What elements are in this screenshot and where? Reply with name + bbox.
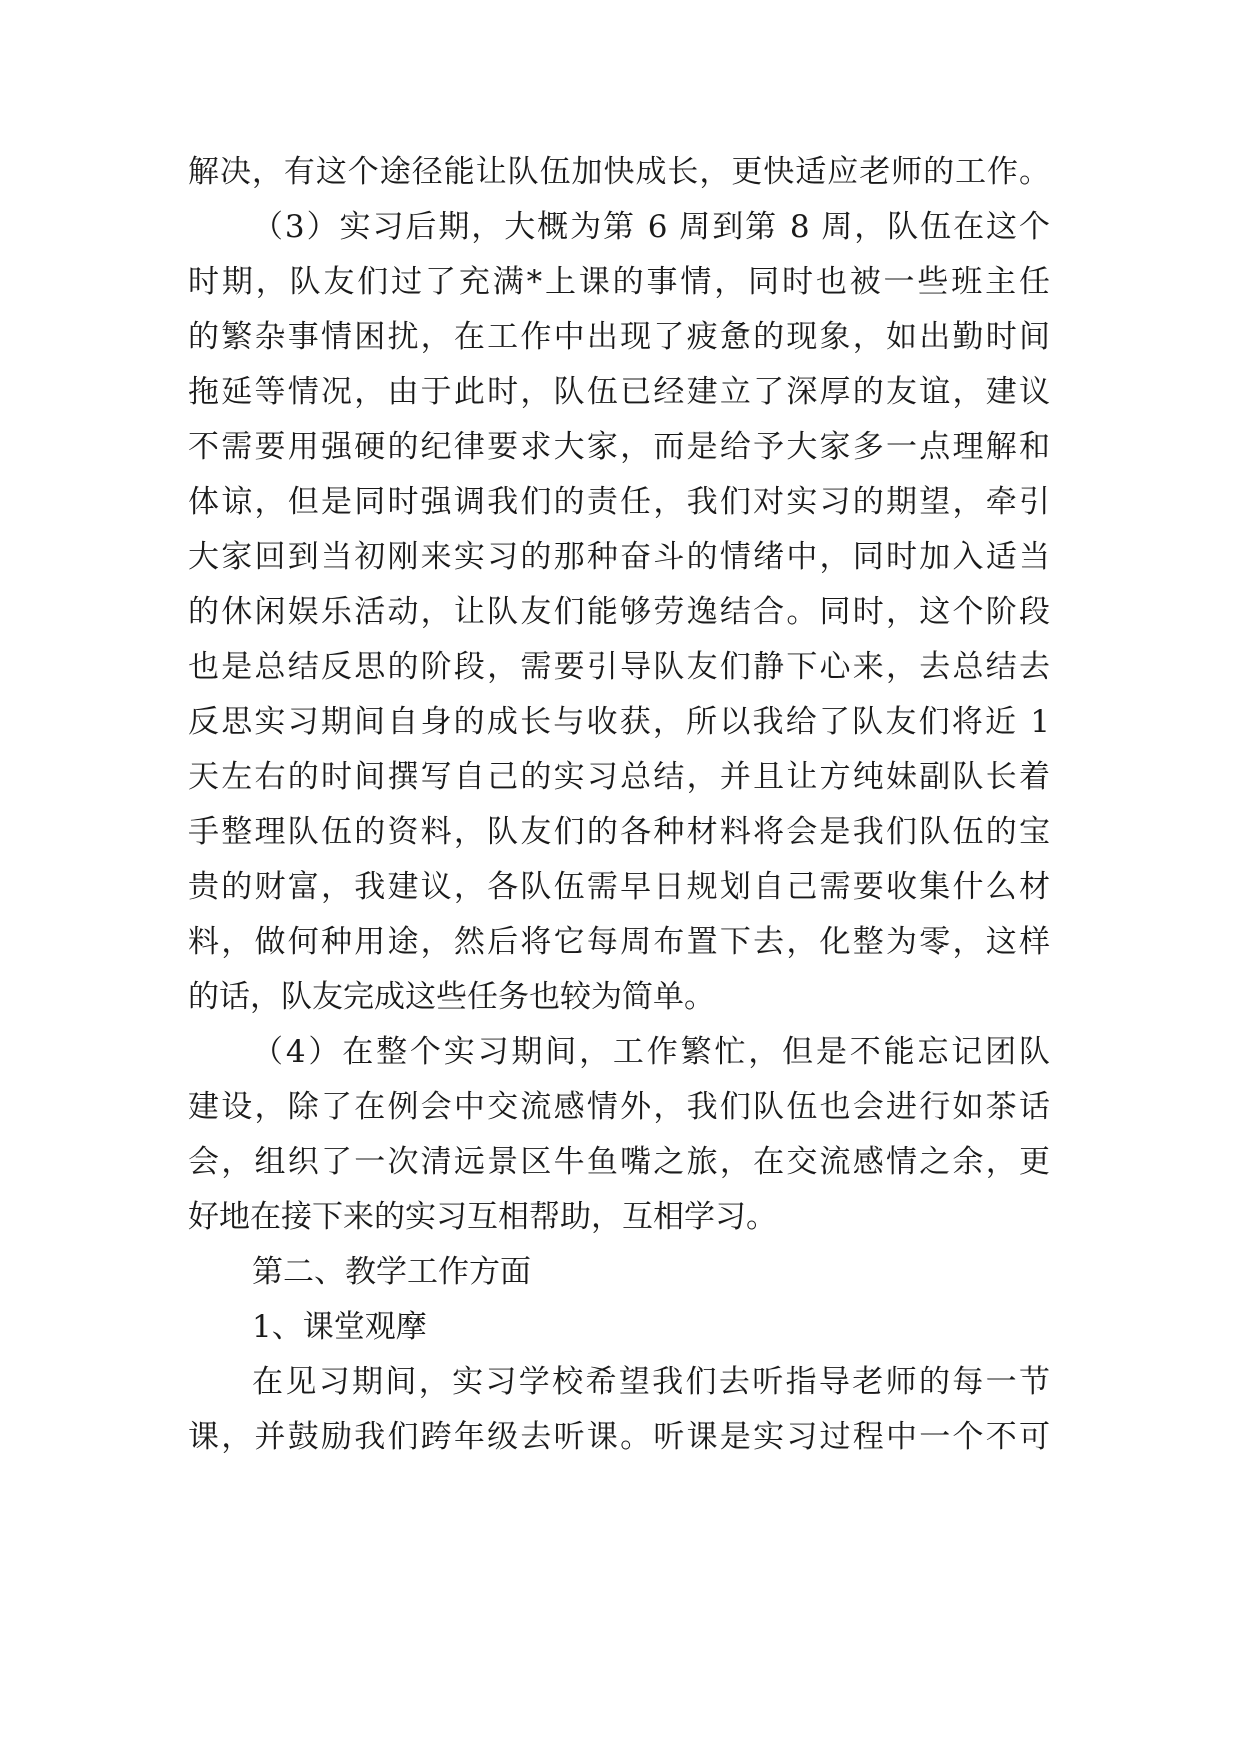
text-line: 也是总结反思的阶段，需要引导队友们静下心来，去总结去 xyxy=(188,649,1050,685)
text-line: 料，做何种用途，然后将它每周布置下去，化整为零，这样 xyxy=(188,924,1050,960)
text-line: 建设，除了在例会中交流感情外，我们队伍也会进行如茶话 xyxy=(188,1089,1050,1125)
text-line: 体谅，但是同时强调我们的责任，我们对实习的期望，牵引 xyxy=(188,484,1050,520)
text-line: 天左右的时间撰写自己的实习总结，并且让方纯妹副队长着 xyxy=(188,759,1050,795)
text-line: 拖延等情况，由于此时，队伍已经建立了深厚的友谊，建议 xyxy=(188,374,1050,410)
text-line: 不需要用强硬的纪律要求大家，而是给予大家多一点理解和 xyxy=(188,429,1050,465)
text-line: （4）在整个实习期间，工作繁忙，但是不能忘记团队 xyxy=(252,1034,1050,1070)
text-line: 时期，队友们过了充满*上课的事情，同时也被一些班主任 xyxy=(188,264,1050,300)
text-line: 反思实习期间自身的成长与收获，所以我给了队友们将近 1 xyxy=(188,704,1050,740)
text-line: 的话，队友完成这些任务也较为简单。 xyxy=(188,979,715,1015)
text-line: 的繁杂事情困扰，在工作中出现了疲惫的现象，如出勤时间 xyxy=(188,319,1050,355)
text-line: （3）实习后期，大概为第 6 周到第 8 周，队伍在这个 xyxy=(252,209,1050,245)
text-line: 在见习期间，实习学校希望我们去听指导老师的每一节 xyxy=(252,1364,1050,1400)
text-line: 的休闲娱乐活动，让队友们能够劳逸结合。同时，这个阶段 xyxy=(188,594,1050,630)
section-heading: 第二、教学工作方面 xyxy=(252,1254,531,1290)
text-line: 贵的财富，我建议，各队伍需早日规划自己需要收集什么材 xyxy=(188,869,1050,905)
subsection-heading: 1、课堂观摩 xyxy=(252,1309,427,1345)
text-line: 会，组织了一次清远景区牛鱼嘴之旅，在交流感情之余，更 xyxy=(188,1144,1050,1180)
text-line: 大家回到当初刚来实习的那种奋斗的情绪中，同时加入适当 xyxy=(188,539,1050,575)
text-line: 手整理队伍的资料，队友们的各种材料将会是我们队伍的宝 xyxy=(188,814,1050,850)
text-line: 课，并鼓励我们跨年级去听课。听课是实习过程中一个不可 xyxy=(188,1419,1050,1455)
text-line: 好地在接下来的实习互相帮助，互相学习。 xyxy=(188,1199,777,1235)
text-line: 解决，有这个途径能让队伍加快成长，更快适应老师的工作。 xyxy=(188,154,1050,190)
